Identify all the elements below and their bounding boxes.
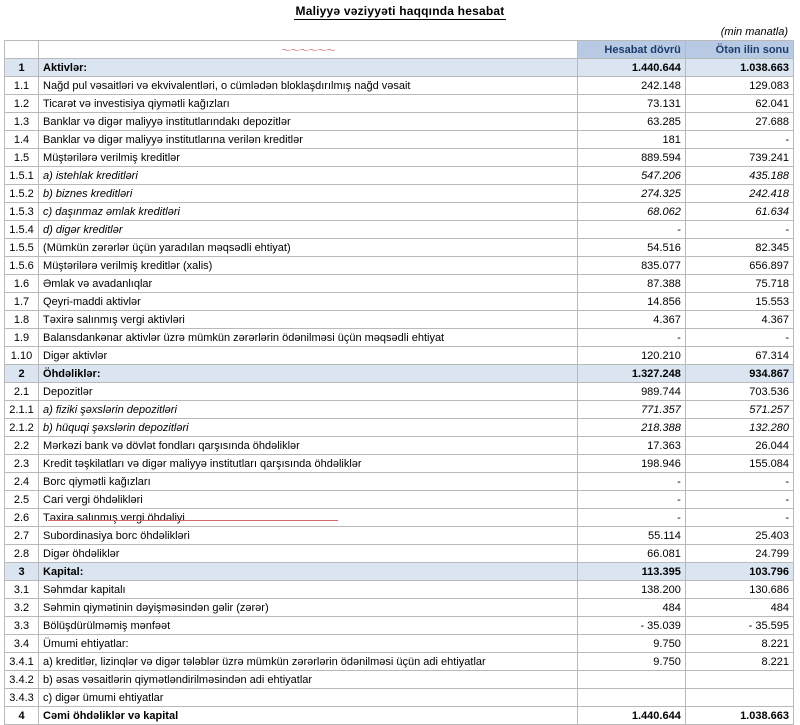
row-value-previous: 15.553 xyxy=(685,293,793,311)
row-value-previous: 27.688 xyxy=(685,113,793,131)
row-value-current: 1.440.644 xyxy=(577,707,685,725)
row-number: 1.1 xyxy=(5,77,39,95)
row-value-current: 989.744 xyxy=(577,383,685,401)
row-value-previous: - xyxy=(685,491,793,509)
row-value-previous: 155.084 xyxy=(685,455,793,473)
row-value-current: 1.440.644 xyxy=(577,59,685,77)
row-value-previous: 103.796 xyxy=(685,563,793,581)
row-value-current xyxy=(577,689,685,707)
row-value-previous: 1.038.663 xyxy=(685,707,793,725)
row-number: 1.7 xyxy=(5,293,39,311)
unit-note: (min manatla) xyxy=(720,26,788,38)
row-value-previous: 24.799 xyxy=(685,545,793,563)
row-number: 1.5.3 xyxy=(5,203,39,221)
row-value-previous: 8.221 xyxy=(685,635,793,653)
row-value-previous: 242.418 xyxy=(685,185,793,203)
row-label: a) kreditlər, lizinqlər və digər tələblər üzrə mümkün zərərlərin ödənilməsi üçün adi ehtiyatlar xyxy=(39,653,578,671)
row-label: Qeyri-maddi aktivlər xyxy=(39,293,578,311)
row-number: 1.5.5 xyxy=(5,239,39,257)
row-value-previous: 132.280 xyxy=(685,419,793,437)
table-row xyxy=(5,455,794,473)
row-label: Təxirə salınmış vergi aktivləri xyxy=(39,311,578,329)
row-number: 2 xyxy=(5,365,39,383)
row-label: Bölüşdürülməmiş mənfəət xyxy=(39,617,578,635)
row-value-previous: 703.536 xyxy=(685,383,793,401)
row-value-previous: - xyxy=(685,509,793,527)
table-row xyxy=(5,113,794,131)
table-row xyxy=(5,635,794,653)
table-row xyxy=(5,293,794,311)
row-label: a) istehlak kreditləri xyxy=(39,167,578,185)
row-label: Cari vergi öhdəlikləri xyxy=(39,491,578,509)
row-value-previous: 934.867 xyxy=(685,365,793,383)
row-value-previous: 1.038.663 xyxy=(685,59,793,77)
row-value-previous: 484 xyxy=(685,599,793,617)
row-number: 3.3 xyxy=(5,617,39,635)
row-value-current: 63.285 xyxy=(577,113,685,131)
row-value-previous: 82.345 xyxy=(685,239,793,257)
row-value-current: - xyxy=(577,329,685,347)
row-value-current: 835.077 xyxy=(577,257,685,275)
row-value-current: 55.114 xyxy=(577,527,685,545)
row-value-current: - xyxy=(577,221,685,239)
table-row xyxy=(5,401,794,419)
row-label: Ticarət və investisiya qiymətli kağızları xyxy=(39,95,578,113)
row-number: 1.5.2 xyxy=(5,185,39,203)
table-row xyxy=(5,671,794,689)
row-number: 1.3 xyxy=(5,113,39,131)
row-value-current: - xyxy=(577,473,685,491)
table-row xyxy=(5,59,794,77)
row-value-previous: 571.257 xyxy=(685,401,793,419)
row-value-current: 198.946 xyxy=(577,455,685,473)
table-row xyxy=(5,203,794,221)
row-number: 2.8 xyxy=(5,545,39,563)
table-row xyxy=(5,653,794,671)
row-value-previous: - 35.595 xyxy=(685,617,793,635)
row-value-current: - xyxy=(577,491,685,509)
row-label: Ümumi ehtiyatlar: xyxy=(39,635,578,653)
row-value-current: 547.206 xyxy=(577,167,685,185)
row-number: 3.1 xyxy=(5,581,39,599)
table-row xyxy=(5,149,794,167)
row-number: 2.2 xyxy=(5,437,39,455)
row-value-current: - xyxy=(577,509,685,527)
row-label: b) əsas vəsaitlərin qiymətləndirilməsindən adi ehtiyatlar xyxy=(39,671,578,689)
row-value-previous: 739.241 xyxy=(685,149,793,167)
row-value-previous: - xyxy=(685,131,793,149)
row-value-previous: 435.188 xyxy=(685,167,793,185)
table-header-row xyxy=(5,41,794,59)
row-value-current: 120.210 xyxy=(577,347,685,365)
header-label-cell xyxy=(39,41,578,59)
table-row xyxy=(5,509,794,527)
row-label: c) digər ümumi ehtiyatlar xyxy=(39,689,578,707)
row-value-previous: 67.314 xyxy=(685,347,793,365)
row-number: 1.2 xyxy=(5,95,39,113)
row-number: 1.10 xyxy=(5,347,39,365)
row-label: (Mümkün zərərlər üçün yaradılan məqsədli ehtiyat) xyxy=(39,239,578,257)
table-row xyxy=(5,545,794,563)
row-value-previous: 75.718 xyxy=(685,275,793,293)
row-label: Kredit təşkilatları və digər maliyyə institutları qarşısında öhdəliklər xyxy=(39,455,578,473)
header-col-previous-year: Ötən ilin sonu xyxy=(685,41,793,59)
row-label: Cəmi öhdəliklər və kapital xyxy=(39,707,578,725)
row-number: 3.4.2 xyxy=(5,671,39,689)
row-value-previous xyxy=(685,689,793,707)
table-row xyxy=(5,437,794,455)
row-label: Banklar və digər maliyyə institutlarına verilən kreditlər xyxy=(39,131,578,149)
row-value-current: 181 xyxy=(577,131,685,149)
table-row xyxy=(5,491,794,509)
row-number: 1.8 xyxy=(5,311,39,329)
row-value-current: 138.200 xyxy=(577,581,685,599)
table-row xyxy=(5,383,794,401)
row-number: 2.4 xyxy=(5,473,39,491)
row-value-previous: - xyxy=(685,221,793,239)
row-number: 1.9 xyxy=(5,329,39,347)
row-label: Səhmdar kapitalı xyxy=(39,581,578,599)
row-value-previous: 8.221 xyxy=(685,653,793,671)
row-value-previous: 656.897 xyxy=(685,257,793,275)
row-number: 1.4 xyxy=(5,131,39,149)
row-label: c) daşınmaz əmlak kreditləri xyxy=(39,203,578,221)
row-number: 2.7 xyxy=(5,527,39,545)
row-label: Nağd pul vəsaitləri və ekvivalentləri, o cümlədən bloklaşdırılmış nağd vəsait xyxy=(39,77,578,95)
row-number: 3.4 xyxy=(5,635,39,653)
row-value-current: 66.081 xyxy=(577,545,685,563)
table-row xyxy=(5,419,794,437)
table-row xyxy=(5,347,794,365)
table-row xyxy=(5,617,794,635)
row-label: b) hüquqi şəxslərin depozitləri xyxy=(39,419,578,437)
table-row xyxy=(5,707,794,725)
row-value-current: 4.367 xyxy=(577,311,685,329)
table-row xyxy=(5,95,794,113)
row-value-current: 68.062 xyxy=(577,203,685,221)
table-row xyxy=(5,257,794,275)
row-value-current: 87.388 xyxy=(577,275,685,293)
row-label: Səhmin qiymətinin dəyişməsindən gəlir (zərər) xyxy=(39,599,578,617)
row-value-current: 17.363 xyxy=(577,437,685,455)
row-value-previous: 129.083 xyxy=(685,77,793,95)
row-value-current xyxy=(577,671,685,689)
row-label: Mərkəzi bank və dövlət fondları qarşısında öhdəliklər xyxy=(39,437,578,455)
row-label: d) digər kreditlər xyxy=(39,221,578,239)
row-value-previous: 62.041 xyxy=(685,95,793,113)
header-col-current-period: Hesabat dövrü xyxy=(577,41,685,59)
table-row xyxy=(5,689,794,707)
table-body xyxy=(5,59,794,725)
table-row xyxy=(5,311,794,329)
row-value-current: 9.750 xyxy=(577,635,685,653)
row-number: 1.5.6 xyxy=(5,257,39,275)
row-label: Müştərilərə verilmiş kreditlər (xalis) xyxy=(39,257,578,275)
row-value-previous: 61.634 xyxy=(685,203,793,221)
row-number: 2.5 xyxy=(5,491,39,509)
squiggle-annotation: 〜〜〜〜〜〜 xyxy=(280,46,335,57)
row-number: 1.5.1 xyxy=(5,167,39,185)
row-label: Müştərilərə verilmiş kreditlər xyxy=(39,149,578,167)
row-number: 3.2 xyxy=(5,599,39,617)
table-row xyxy=(5,473,794,491)
row-label: Balansdankənar aktivlər üzrə mümkün zərərlərin ödənilməsi üçün məqsədli ehtiyat xyxy=(39,329,578,347)
row-value-current: 14.856 xyxy=(577,293,685,311)
table-row xyxy=(5,329,794,347)
row-value-current: 54.516 xyxy=(577,239,685,257)
row-value-current: 889.594 xyxy=(577,149,685,167)
table-row xyxy=(5,599,794,617)
table-row xyxy=(5,167,794,185)
row-label: a) fiziki şəxslərin depozitləri xyxy=(39,401,578,419)
row-number: 3 xyxy=(5,563,39,581)
table-row xyxy=(5,131,794,149)
row-value-current: 771.357 xyxy=(577,401,685,419)
row-value-previous: - xyxy=(685,473,793,491)
row-value-previous: 4.367 xyxy=(685,311,793,329)
row-value-previous xyxy=(685,671,793,689)
row-value-previous: 130.686 xyxy=(685,581,793,599)
row-value-current: - 35.039 xyxy=(577,617,685,635)
financial-statement-table xyxy=(4,40,794,725)
row-value-previous: - xyxy=(685,329,793,347)
row-value-current: 242.148 xyxy=(577,77,685,95)
row-label: Borc qiymətli kağızları xyxy=(39,473,578,491)
row-number: 2.1.1 xyxy=(5,401,39,419)
page-title xyxy=(0,0,800,22)
page-title-text: Maliyyə vəziyyəti haqqında hesabat xyxy=(295,4,505,18)
row-value-previous: 25.403 xyxy=(685,527,793,545)
row-number: 2.1.2 xyxy=(5,419,39,437)
table-row xyxy=(5,77,794,95)
table-row xyxy=(5,275,794,293)
row-label: Depozitlər xyxy=(39,383,578,401)
row-value-current: 1.327.248 xyxy=(577,365,685,383)
row-number: 1.5 xyxy=(5,149,39,167)
row-value-current: 73.131 xyxy=(577,95,685,113)
row-label: Təxirə salınmış vergi öhdəliyi xyxy=(39,509,578,527)
row-number: 2.6 xyxy=(5,509,39,527)
row-label: Digər öhdəliklər xyxy=(39,545,578,563)
row-value-current: 218.388 xyxy=(577,419,685,437)
row-value-current: 113.395 xyxy=(577,563,685,581)
row-value-current: 274.325 xyxy=(577,185,685,203)
row-value-current: 484 xyxy=(577,599,685,617)
row-label: Aktivlər: xyxy=(39,59,578,77)
row-number: 3.4.1 xyxy=(5,653,39,671)
row-number: 2.1 xyxy=(5,383,39,401)
row-label: Öhdəliklər: xyxy=(39,365,578,383)
table-row xyxy=(5,581,794,599)
row-number: 2.3 xyxy=(5,455,39,473)
row-label: Banklar və digər maliyyə institutlarındakı depozitlər xyxy=(39,113,578,131)
row-label: Əmlak və avadanlıqlar xyxy=(39,275,578,293)
row-number: 1.5.4 xyxy=(5,221,39,239)
row-label: Digər aktivlər xyxy=(39,347,578,365)
row-value-previous: 26.044 xyxy=(685,437,793,455)
table-row xyxy=(5,527,794,545)
row-label: Subordinasiya borc öhdəlikləri xyxy=(39,527,578,545)
row-number: 1.6 xyxy=(5,275,39,293)
row-label: b) biznes kreditləri xyxy=(39,185,578,203)
table-row xyxy=(5,185,794,203)
row-number: 4 xyxy=(5,707,39,725)
row-value-current: 9.750 xyxy=(577,653,685,671)
row-number: 3.4.3 xyxy=(5,689,39,707)
row-number: 1 xyxy=(5,59,39,77)
table-row xyxy=(5,563,794,581)
row-label: Kapital: xyxy=(39,563,578,581)
table-row xyxy=(5,365,794,383)
header-number-cell xyxy=(5,41,39,59)
table-row xyxy=(5,221,794,239)
table-row xyxy=(5,239,794,257)
